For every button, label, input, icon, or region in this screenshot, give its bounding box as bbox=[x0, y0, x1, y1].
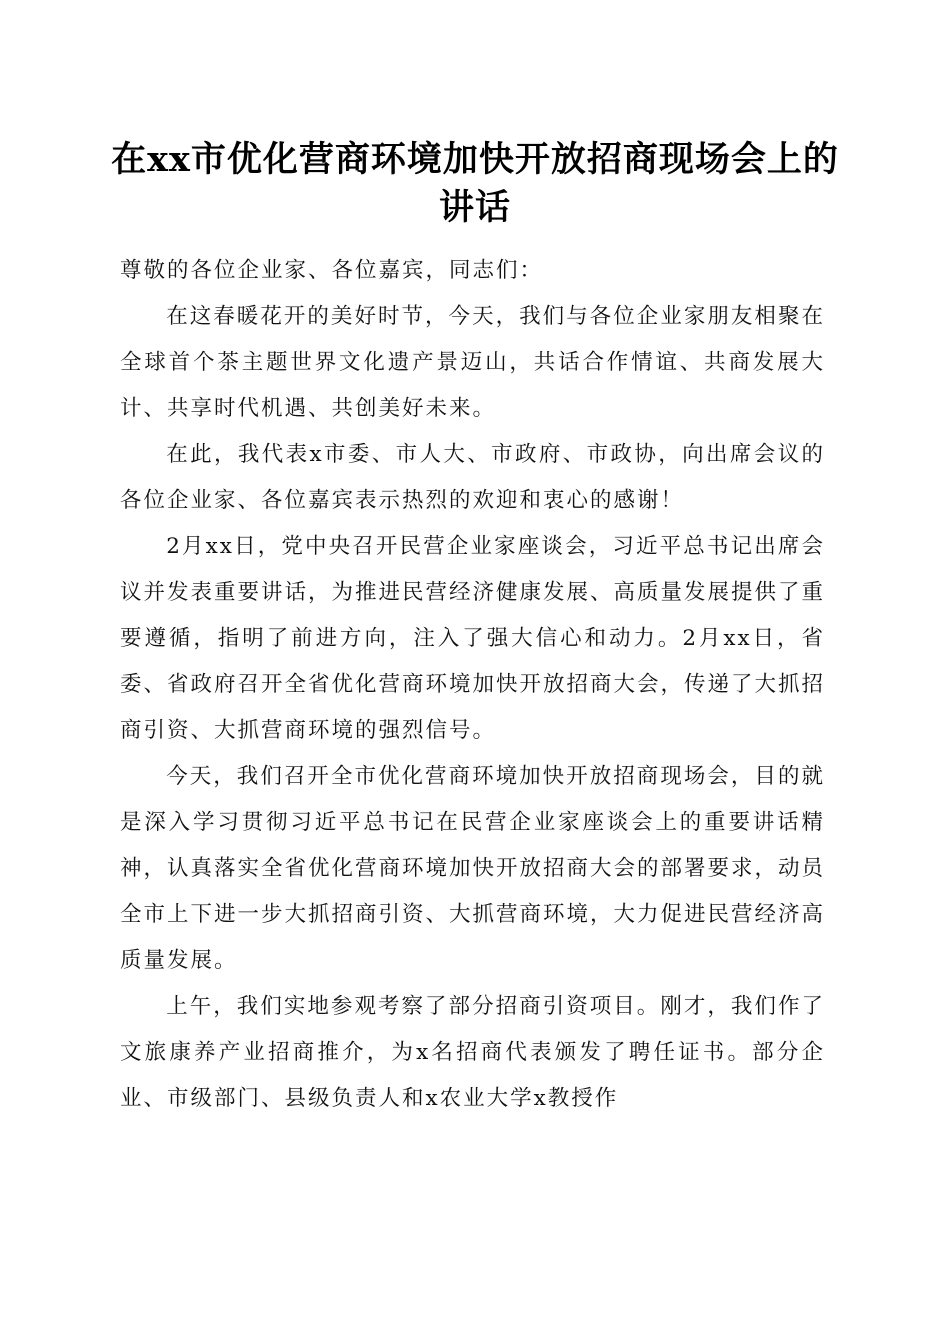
paragraph-activities: 上午，我们实地参观考察了部分招商引资项目。刚才，我们作了文旅康养产业招商推介，为x名招商代表颁发了聘任证书。部分企业、市级部门、县级负责人和x农业大学x教授作 bbox=[120, 994, 825, 1111]
paragraph-background: 2月xx日，党中央召开民营企业家座谈会，习近平总书记出席会议并发表重要讲话，为推进民营经济健康发展、高质量发展提供了重要遵循，指明了前进方向，注入了强大信心和动力。2月xx日，省委、省政府召开全省优化营商环境加快开放招商大会，传递了大抓招商引资、大抓营商环境的强烈信号。 bbox=[120, 534, 826, 743]
paragraph-thanks: 在此，我代表x市委、市人大、市政府、市政协，向出席会议的各位企业家、各位嘉宾表示热烈的欢迎和衷心的感谢！ bbox=[120, 442, 825, 513]
document-title: 在xx市优化营商环境加快开放招商现场会上的讲话 bbox=[111, 139, 839, 228]
document-body bbox=[120, 248, 825, 1122]
salutation: 尊敬的各位企业家、各位嘉宾，同志们： bbox=[120, 258, 544, 283]
paragraph-welcome: 在这春暖花开的美好时节，今天，我们与各位企业家朋友相聚在全球首个茶主题世界文化遗产景迈山，共话合作情谊、共商发展大计、共享时代机遇、共创美好未来。 bbox=[120, 304, 825, 421]
paragraph-purpose: 今天，我们召开全市优化营商环境加快开放招商现场会，目的就是深入学习贯彻习近平总书记在民营企业家座谈会上的重要讲话精神，认真落实全省优化营商环境加快开放招商大会的部署要求，动员全市上下进一步大抓招商引资、大抓营商环境，大力促进民营经济高质量发展。 bbox=[120, 764, 826, 973]
